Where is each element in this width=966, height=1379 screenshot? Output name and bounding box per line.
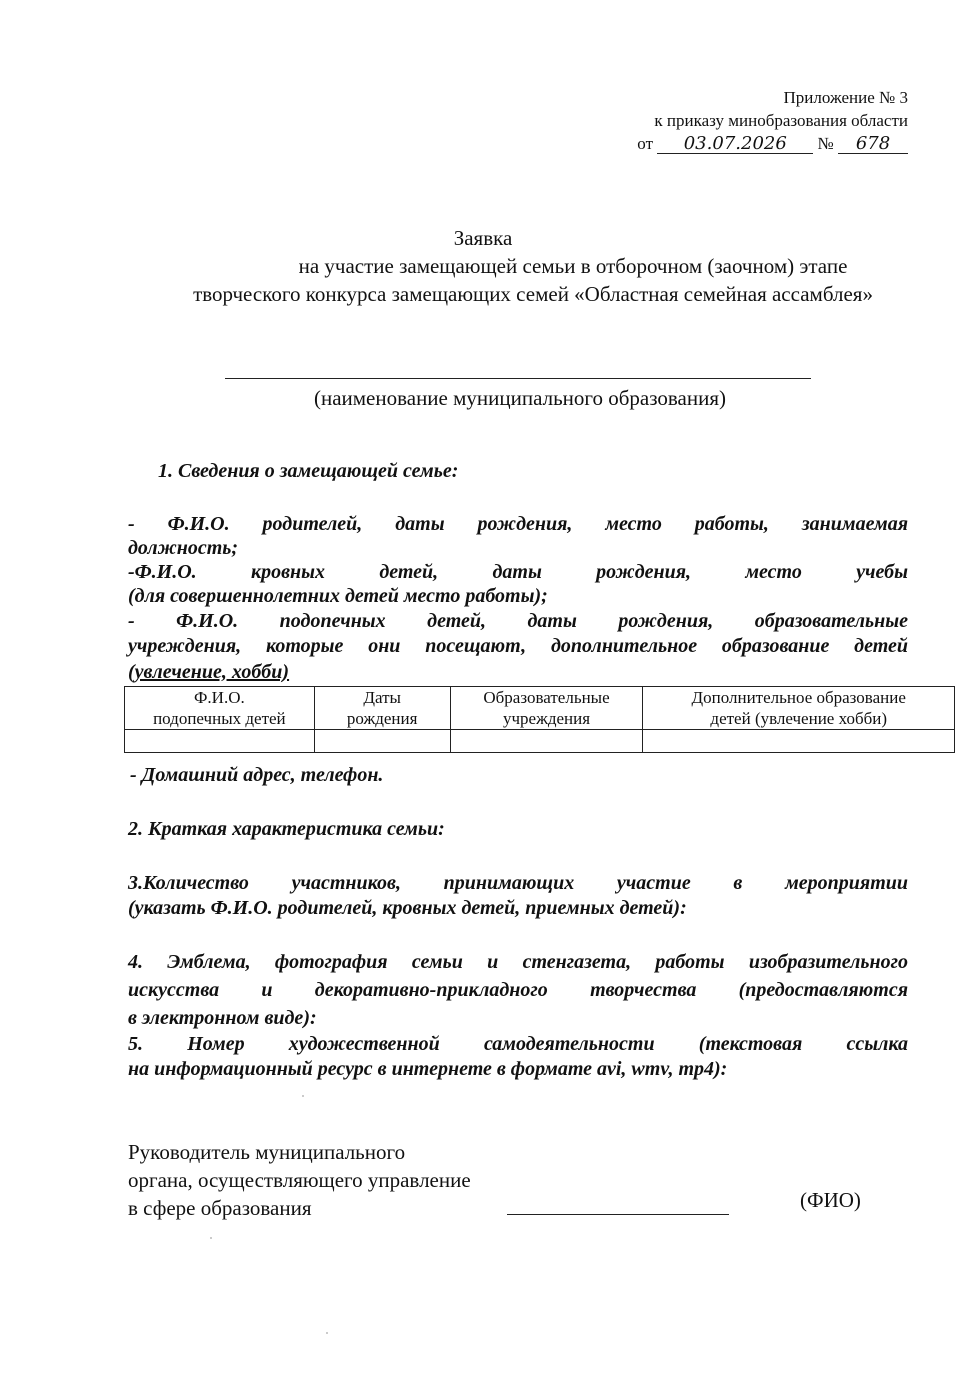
section-4-line2: искусства и декоративно-прикладного творчества (предоставляются [128,979,908,1001]
municipality-fill-line [225,378,811,379]
title-line-3: творческого конкурса замещающих семей «Областная семейная ассамблея» [193,282,873,306]
section-2-heading: 2. Краткая характеристика семьи: [128,818,445,840]
section-3-line1: 3.Количество участников, принимающих участие в мероприятии [128,872,908,894]
table-cell [450,730,643,753]
section-3-line2: (указать Ф.И.О. родителей, кровных детей, приемных детей): [128,897,687,919]
wards-table [124,686,955,753]
table-row [125,730,955,753]
from-label: от [637,134,654,153]
home-address-item: - Домашний адрес, телефон. [130,764,384,786]
appendix-header [637,86,908,155]
signature-line1: Руководитель муниципального [128,1140,406,1164]
table-header-cell: Ф.И.О. подопечных детей [125,687,315,730]
order-number: 678 [838,135,908,154]
number-label: № [817,134,834,153]
table-header-cell: Дополнительное образование детей (увлечение хобби) [643,687,955,730]
table-header-row [125,687,955,730]
section-1-heading: 1. Сведения о замещающей семье: [158,460,459,482]
table-cell [314,730,450,753]
title-line-2: на участие замещающей семьи в отборочном (заочном) этапе [298,254,848,278]
item3-line2: учреждения, которые они посещают, дополнительное образование детей [128,635,908,657]
municipality-caption: (наименование муниципального образования) [313,386,727,410]
document-title: Заявка [453,226,513,250]
table-cell [643,730,955,753]
scan-speck [326,1332,328,1334]
section-4-line1: 4. Эмблема, фотография семьи и стенгазета, работы изобразительного [128,951,908,973]
table-header-cell: Даты рождения [314,687,450,730]
signature-line3: в сфере образования [128,1196,312,1220]
scan-speck [302,1095,304,1097]
item1-line1: - Ф.И.О. родителей, даты рождения, место работы, занимаемая [128,513,908,535]
signature-fio-label: (ФИО) [800,1188,861,1212]
table-cell [125,730,315,753]
section-5-line1: 5. Номер художественной самодеятельности (текстовая ссылка [128,1033,908,1055]
table-header-cell: Образовательные учреждения [450,687,643,730]
appendix-order-ref: к приказу минобразования области [654,111,908,130]
item1-line2: должность; [128,537,239,559]
item2-line1: -Ф.И.О. кровных детей, даты рождения, место учебы [128,561,908,583]
signature-line2: органа, осуществляющего управление [128,1168,471,1192]
signature-block [128,1138,471,1222]
item3-line3: (увлечение, хобби) [128,661,290,683]
scan-speck [210,1237,212,1239]
signature-fill-line [507,1214,729,1215]
section-4-line3: в электронном виде): [128,1007,317,1029]
section-5-line2: на информационный ресурс в интернете в формате avi, wmv, mp4): [128,1058,728,1080]
order-date: 03.07.2026 [657,135,813,154]
item2-line2: (для совершеннолетних детей место работы); [128,585,548,607]
appendix-order-line [637,132,908,155]
item3-line1: - Ф.И.О. подопечных детей, даты рождения, образовательные [128,610,908,632]
appendix-title: Приложение № 3 [783,88,908,107]
